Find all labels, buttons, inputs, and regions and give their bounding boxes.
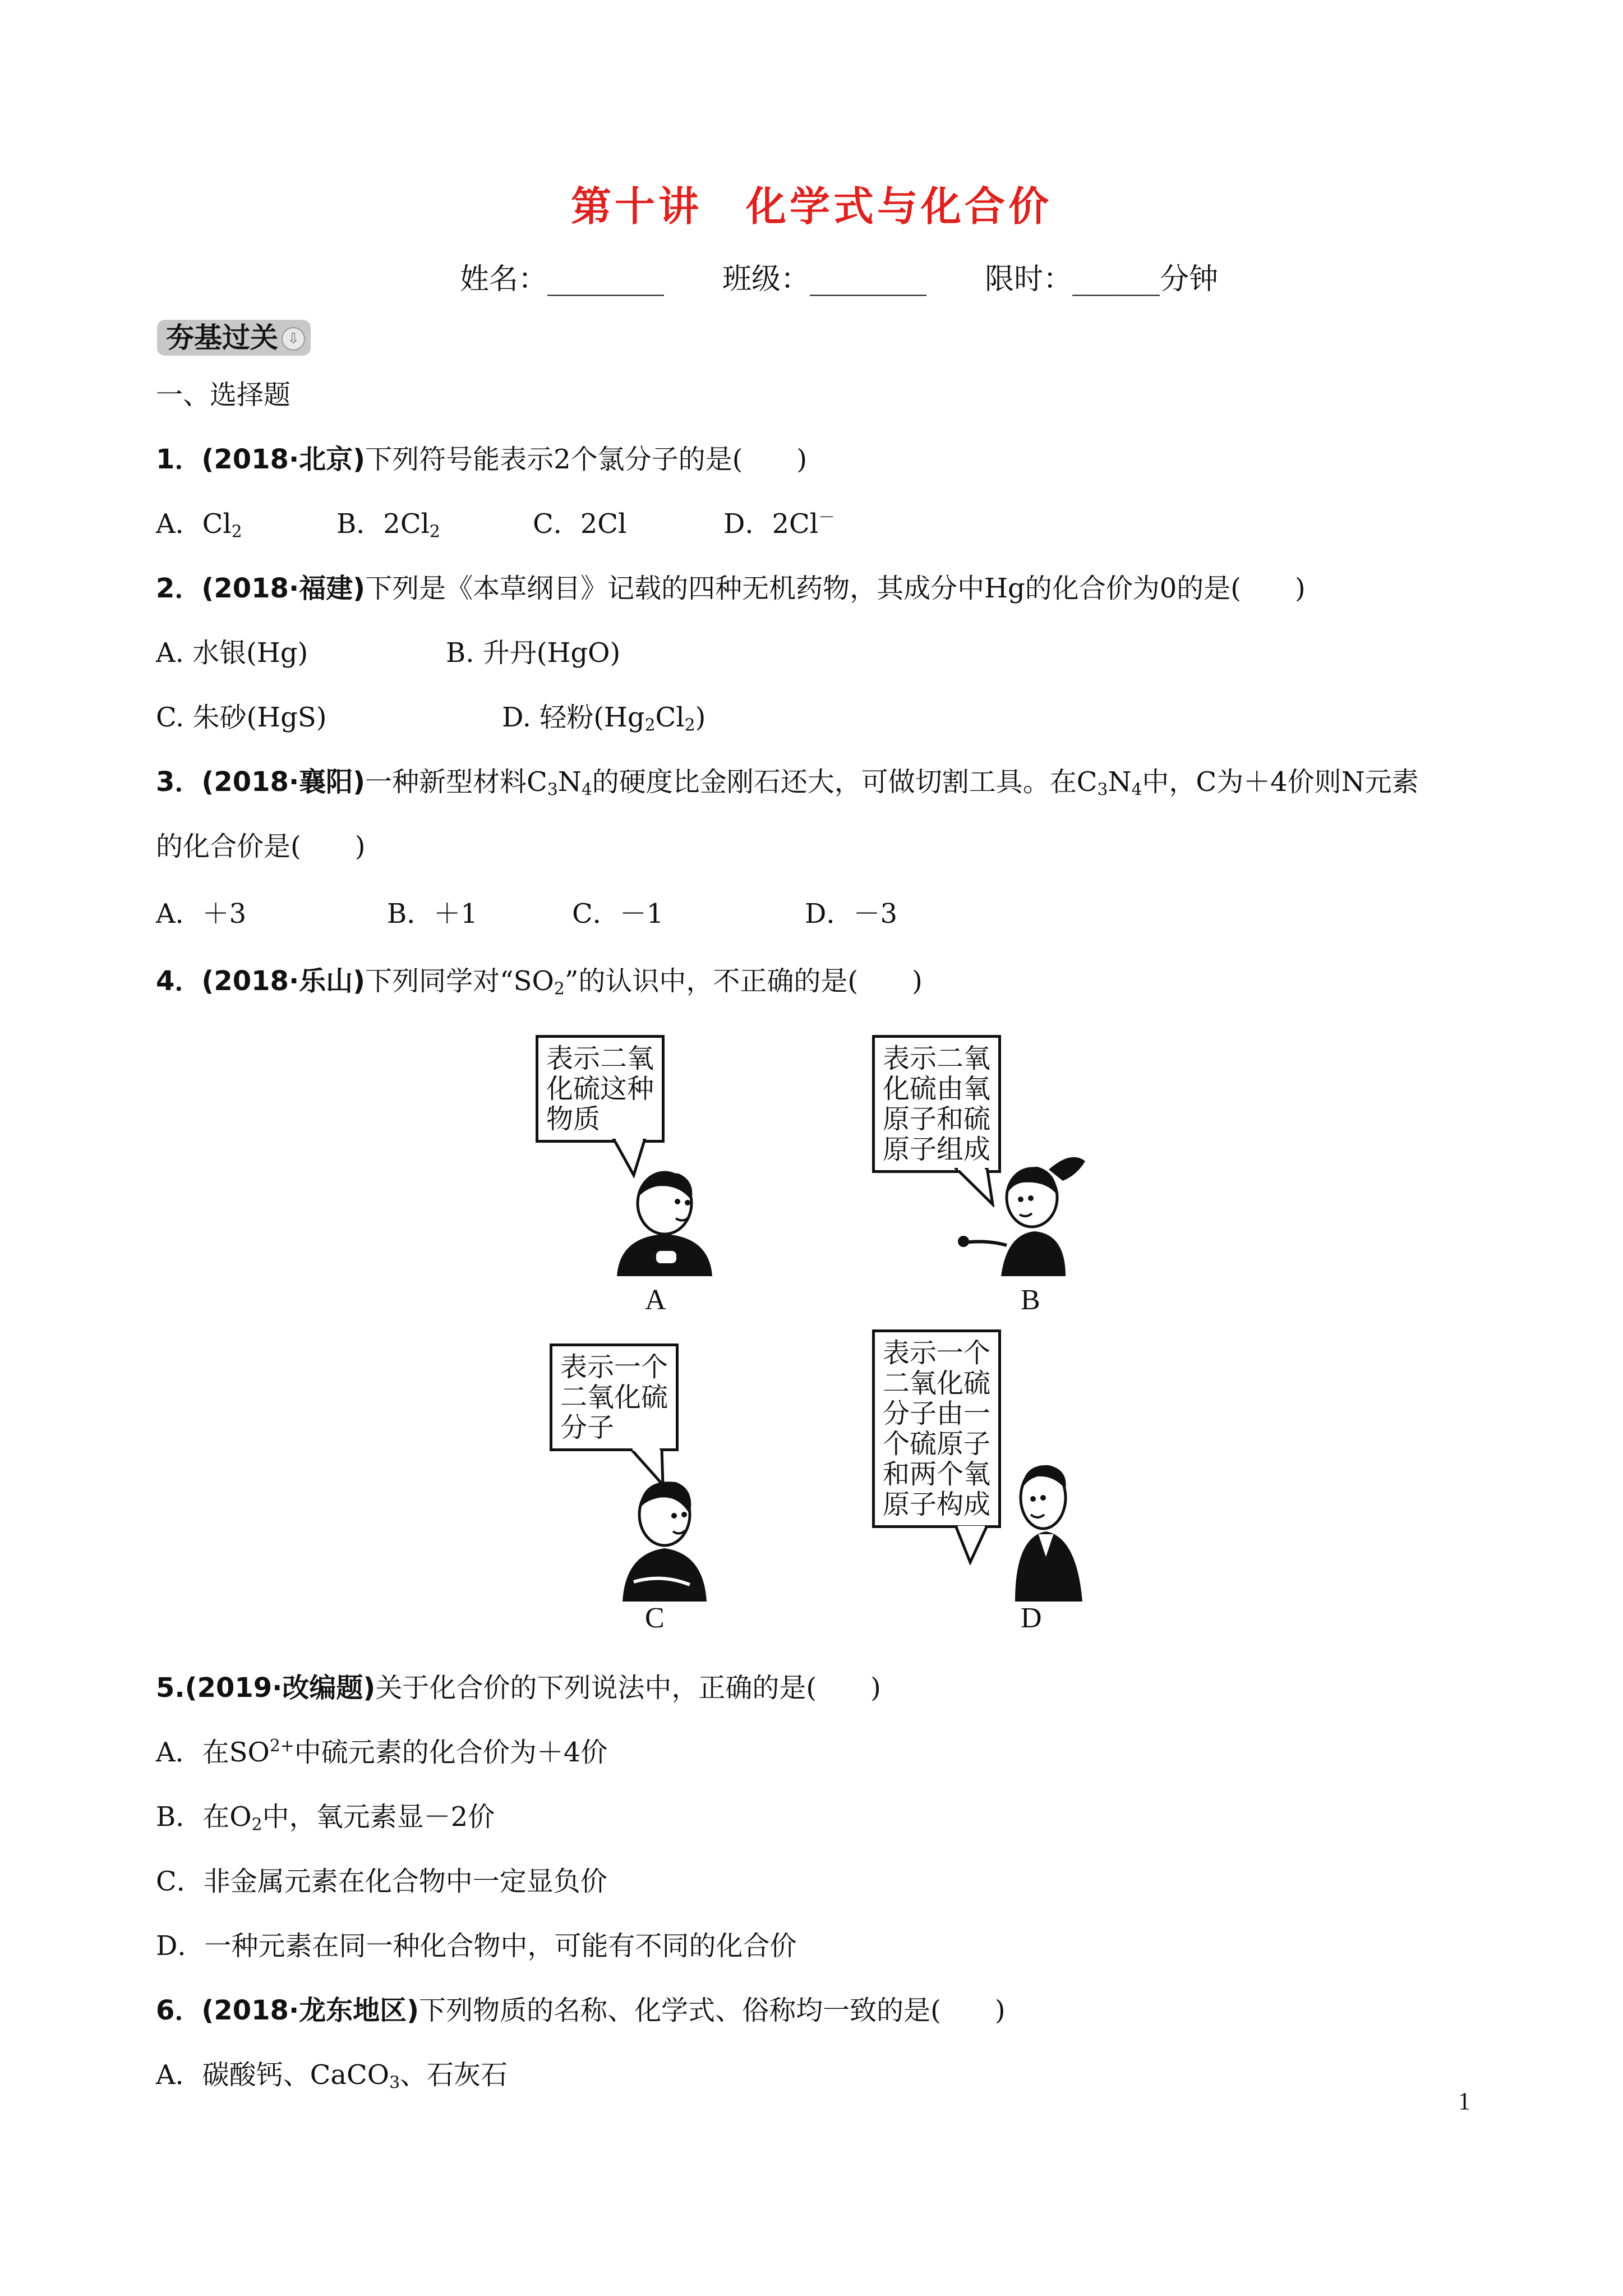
question-5: 5.(2019·改编题)关于化合价的下列说法中，正确的是( ) xyxy=(156,1672,881,1704)
q5-option-d[interactable]: D．一种元素在同一种化合物中，可能有不同的化合价 xyxy=(156,1930,797,1962)
time-unit: 分钟 xyxy=(1160,263,1219,296)
q2-option-d[interactable]: D. 轻粉$(Hg_2Cl_2)$ xyxy=(502,702,706,735)
name-label: 姓名： xyxy=(460,263,548,296)
q5-option-a[interactable]: A．在$SO^{2+}$中硫元素的化合价为＋4价 xyxy=(156,1736,608,1768)
student-a-figure xyxy=(611,1167,718,1279)
down-arrow-icon: ⇩ xyxy=(282,327,305,351)
bubble-tail-d xyxy=(953,1526,998,1565)
q2-option-c[interactable]: C. 朱砂(HgS) xyxy=(156,702,327,733)
time-blank[interactable]: ______ xyxy=(1072,263,1160,296)
q1-option-c[interactable]: C．2Cl xyxy=(533,508,627,540)
page-title: 第十讲 化学式与化合价 xyxy=(570,183,1052,230)
question-3-line2: 的化合价是( ) xyxy=(156,831,366,862)
question-4: 4．(2018·乐山)下列同学对“$SO_2$”的认识中，不正确的是( ) xyxy=(156,965,923,999)
q3-option-d[interactable]: D．－3 xyxy=(805,898,898,930)
section-badge: 夯基过关 ⇩ xyxy=(157,320,311,356)
q6-option-a[interactable]: A．碳酸钙、CaCO$_3$、石灰石 xyxy=(156,2059,508,2093)
q3-option-b[interactable]: B．＋1 xyxy=(387,898,478,930)
question-2: 2．(2018·福建)下列是《本草纲目》记载的四种无机药物，其成分中Hg的化合价为0的是( ) xyxy=(156,573,1306,604)
student-d-figure xyxy=(998,1458,1094,1604)
student-info-line xyxy=(460,255,1218,297)
q3-option-a[interactable]: A．＋3 xyxy=(156,898,247,930)
q2-option-a[interactable]: A. 水银(Hg) xyxy=(156,637,308,669)
q1-option-d[interactable]: D．2Cl－ xyxy=(723,508,835,540)
section-heading: 一、选择题 xyxy=(156,379,291,411)
q3-option-c[interactable]: C．－1 xyxy=(572,898,664,930)
page-number: 1 xyxy=(1458,2087,1470,2115)
q1-option-b[interactable]: B．$2Cl_2$ xyxy=(336,508,440,542)
figure-label-d: D xyxy=(1021,1602,1042,1634)
speech-bubble-a: 表示二氧 化硫这种 物质 xyxy=(536,1035,665,1143)
q5-option-c[interactable]: C．非金属元素在化合物中一定显负价 xyxy=(156,1866,607,1897)
question-6: 6．(2018·龙东地区)下列物质的名称、化学式、俗称均一致的是( ) xyxy=(156,1995,1006,2026)
question-1: 1．(2018·北京)下列符号能表示2个氯分子的是( ) xyxy=(156,444,808,475)
figure-label-b: B xyxy=(1021,1284,1040,1316)
q2-option-b[interactable]: B. 升丹(HgO) xyxy=(446,637,621,669)
time-label: 限时： xyxy=(985,263,1073,296)
figure-label-a: A xyxy=(645,1284,666,1316)
class-blank[interactable]: ________ xyxy=(810,263,927,296)
q1-option-a[interactable]: A．$Cl_2$ xyxy=(156,508,242,542)
speech-bubble-d: 表示一个 二氧化硫 分子由一 个硫原子 和两个氧 原子构成 xyxy=(872,1329,1001,1528)
q5-option-b[interactable]: B．在$O_2$中，氧元素显－2价 xyxy=(156,1801,495,1835)
student-c-figure xyxy=(611,1475,718,1604)
speech-bubble-c: 表示一个 二氧化硫 分子 xyxy=(550,1343,679,1451)
figure-label-c: C xyxy=(645,1602,665,1634)
name-blank[interactable]: ________ xyxy=(547,263,665,296)
class-label: 班级： xyxy=(722,263,810,296)
question-3: 3．(2018·襄阳)一种新型材料$C_3N_4$的硬度比金刚石还大，可做切割工具。在$C_3N_4$中，C为＋4价则N元素 xyxy=(156,766,1419,800)
student-b-figure xyxy=(953,1150,1099,1279)
speech-bubble-b: 表示二氧 化硫由氧 原子和硫 原子组成 xyxy=(872,1035,1001,1173)
